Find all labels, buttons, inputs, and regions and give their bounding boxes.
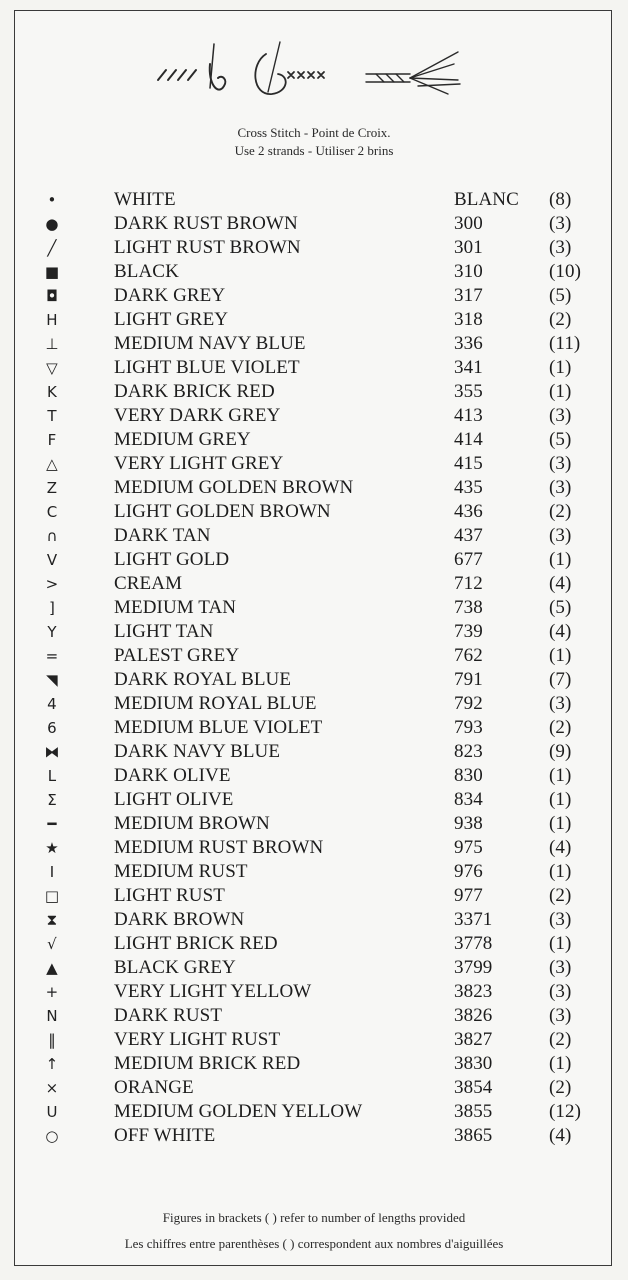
color-name: DARK RUST BROWN bbox=[114, 213, 298, 234]
square-corner-icon: ◘ bbox=[46, 287, 58, 305]
thread-code: 3830 bbox=[454, 1053, 493, 1074]
legend-row bbox=[0, 548, 628, 572]
thread-code: BLANC bbox=[454, 189, 519, 210]
letter-c-icon: C bbox=[46, 503, 58, 521]
thread-code: 437 bbox=[454, 525, 483, 546]
letter-v-icon: V bbox=[46, 551, 58, 569]
thread-code: 3823 bbox=[454, 981, 493, 1002]
thread-code: 712 bbox=[454, 573, 483, 594]
dash-icon: ━ bbox=[47, 815, 57, 833]
thread-code: 792 bbox=[454, 693, 483, 714]
color-name: VERY LIGHT RUST bbox=[114, 1029, 281, 1050]
color-name: LIGHT RUST BROWN bbox=[114, 237, 301, 258]
footer-note-french: Les chiffres entre parenthèses ( ) correspondent aux nombres d'aiguillées bbox=[124, 1236, 504, 1251]
thread-code: 823 bbox=[454, 741, 483, 762]
slash-icon: ╱ bbox=[47, 239, 57, 257]
color-name: CREAM bbox=[114, 573, 183, 594]
empty-circle-icon: ○ bbox=[45, 1127, 59, 1145]
sigma-icon: Σ bbox=[47, 791, 57, 809]
plus-icon: + bbox=[45, 983, 59, 1001]
cross-icon: × bbox=[45, 1079, 59, 1097]
thread-code: 791 bbox=[454, 669, 483, 690]
legend-row bbox=[0, 644, 628, 668]
filled-triangle-icon: ▲ bbox=[46, 959, 58, 977]
thread-code: 318 bbox=[454, 309, 483, 330]
legend-row bbox=[0, 932, 628, 956]
quantity: (3) bbox=[549, 237, 572, 258]
color-name: MEDIUM BRICK RED bbox=[114, 1053, 301, 1074]
arch-icon: ∩ bbox=[46, 527, 58, 545]
thread-code: 976 bbox=[454, 861, 483, 882]
thread-code: 413 bbox=[454, 405, 483, 426]
legend-row bbox=[0, 308, 628, 332]
quantity: (3) bbox=[549, 1005, 572, 1026]
star-icon: ★ bbox=[45, 839, 59, 857]
quantity: (4) bbox=[549, 1125, 572, 1146]
thread-code: 3855 bbox=[454, 1101, 493, 1122]
quantity: (1) bbox=[549, 813, 572, 834]
legend-row bbox=[0, 452, 628, 476]
legend-row bbox=[0, 1052, 628, 1076]
digit-six-icon: 6 bbox=[47, 719, 57, 737]
quantity: (5) bbox=[549, 285, 572, 306]
thread-code: 739 bbox=[454, 621, 483, 642]
legend-row bbox=[0, 380, 628, 404]
legend-row bbox=[0, 692, 628, 716]
legend-row bbox=[0, 668, 628, 692]
quantity: (2) bbox=[549, 885, 572, 906]
letter-k-icon: K bbox=[47, 383, 57, 401]
color-name: MEDIUM GREY bbox=[114, 429, 251, 450]
quantity: (1) bbox=[549, 645, 572, 666]
thread-code: 793 bbox=[454, 717, 483, 738]
letter-t-icon: T bbox=[47, 407, 57, 425]
quantity: (4) bbox=[549, 837, 572, 858]
quantity: (2) bbox=[549, 1077, 572, 1098]
letter-h-icon: H bbox=[46, 311, 58, 329]
thread-code: 3827 bbox=[454, 1029, 493, 1050]
legend-row bbox=[0, 404, 628, 428]
color-name: MEDIUM TAN bbox=[114, 597, 237, 618]
legend-row bbox=[0, 332, 628, 356]
backslash-icon: ◥ bbox=[46, 671, 58, 689]
legend-row bbox=[0, 476, 628, 500]
legend-row bbox=[0, 1076, 628, 1100]
thread-code: 3778 bbox=[454, 933, 493, 954]
quantity: (3) bbox=[549, 957, 572, 978]
empty-square-icon: □ bbox=[44, 887, 60, 905]
color-name: MEDIUM RUST bbox=[114, 861, 248, 882]
color-name: DARK RUST bbox=[114, 1005, 223, 1026]
quantity: (1) bbox=[549, 933, 572, 954]
thread-code: 341 bbox=[454, 357, 483, 378]
letter-n-icon: N bbox=[46, 1007, 58, 1025]
quantity: (3) bbox=[549, 981, 572, 1002]
color-name: OFF WHITE bbox=[114, 1125, 216, 1146]
legend-row bbox=[0, 284, 628, 308]
legend-row bbox=[0, 236, 628, 260]
color-name: LIGHT RUST bbox=[114, 885, 225, 906]
legend-row bbox=[0, 1004, 628, 1028]
color-name: VERY LIGHT YELLOW bbox=[114, 981, 312, 1002]
thread-code: 677 bbox=[454, 549, 483, 570]
instructions-line-2: Use 2 strands - Utiliser 2 brins bbox=[234, 143, 394, 158]
thread-code: 738 bbox=[454, 597, 483, 618]
color-name: LIGHT TAN bbox=[114, 621, 214, 642]
quantity: (2) bbox=[549, 501, 572, 522]
color-name: DARK OLIVE bbox=[114, 765, 231, 786]
quantity: (3) bbox=[549, 693, 572, 714]
legend-row bbox=[0, 956, 628, 980]
up-arrow-icon: ↑ bbox=[45, 1055, 59, 1073]
instructions bbox=[0, 124, 628, 160]
thread-code: 938 bbox=[454, 813, 483, 834]
up-triangle-icon: △ bbox=[46, 455, 58, 473]
color-name: LIGHT OLIVE bbox=[114, 789, 234, 810]
quantity: (10) bbox=[549, 261, 582, 282]
letter-y-icon: Y bbox=[47, 623, 57, 641]
quantity: (3) bbox=[549, 213, 572, 234]
quantity: (3) bbox=[549, 453, 572, 474]
legend-row bbox=[0, 428, 628, 452]
letter-u-icon: U bbox=[46, 1103, 58, 1121]
color-name: LIGHT BRICK RED bbox=[114, 933, 278, 954]
thread-code: 834 bbox=[454, 789, 483, 810]
quantity: (2) bbox=[549, 309, 572, 330]
legend-row bbox=[0, 1028, 628, 1052]
equals-icon: = bbox=[45, 647, 59, 665]
thread-code: 336 bbox=[454, 333, 483, 354]
quantity: (3) bbox=[549, 477, 572, 498]
color-name: DARK ROYAL BLUE bbox=[114, 669, 292, 690]
color-name: MEDIUM NAVY BLUE bbox=[114, 333, 306, 354]
thread-code: 830 bbox=[454, 765, 483, 786]
quantity: (1) bbox=[549, 549, 572, 570]
legend-row bbox=[0, 620, 628, 644]
quantity: (1) bbox=[549, 381, 572, 402]
color-name: LIGHT BLUE VIOLET bbox=[114, 357, 300, 378]
thread-code: 3826 bbox=[454, 1005, 493, 1026]
quantity: (1) bbox=[549, 357, 572, 378]
legend-row bbox=[0, 788, 628, 812]
color-name: MEDIUM GOLDEN YELLOW bbox=[114, 1101, 363, 1122]
thread-code: 975 bbox=[454, 837, 483, 858]
legend-row bbox=[0, 836, 628, 860]
legend-row bbox=[0, 884, 628, 908]
color-name: MEDIUM RUST BROWN bbox=[114, 837, 324, 858]
greater-than-icon: > bbox=[45, 575, 59, 593]
thread-code: 436 bbox=[454, 501, 483, 522]
up-tack-icon: ⊥ bbox=[45, 335, 59, 353]
quantity: (4) bbox=[549, 573, 572, 594]
quantity: (3) bbox=[549, 909, 572, 930]
thread-code: 415 bbox=[454, 453, 483, 474]
quantity: (9) bbox=[549, 741, 572, 762]
legend-row bbox=[0, 1100, 628, 1124]
letter-i-icon: I bbox=[49, 863, 55, 881]
digit-four-icon: 4 bbox=[47, 695, 57, 713]
thread-code: 310 bbox=[454, 261, 483, 282]
legend-row bbox=[0, 980, 628, 1004]
hourglass-icon: ⧗ bbox=[46, 911, 58, 929]
thread-code: 435 bbox=[454, 477, 483, 498]
quantity: (11) bbox=[549, 333, 581, 354]
legend-row bbox=[0, 500, 628, 524]
thread-code: 414 bbox=[454, 429, 483, 450]
legend-row bbox=[0, 908, 628, 932]
bowtie-icon: ⧓ bbox=[44, 743, 60, 761]
quantity: (2) bbox=[549, 717, 572, 738]
color-name: MEDIUM BLUE VIOLET bbox=[114, 717, 323, 738]
color-name: MEDIUM BROWN bbox=[114, 813, 270, 834]
color-name: DARK GREY bbox=[114, 285, 226, 306]
quantity: (3) bbox=[549, 525, 572, 546]
color-name: MEDIUM GOLDEN BROWN bbox=[114, 477, 354, 498]
letter-l-icon: L bbox=[47, 767, 57, 785]
thread-code: 3799 bbox=[454, 957, 493, 978]
thread-code: 3371 bbox=[454, 909, 493, 930]
thread-code: 301 bbox=[454, 237, 483, 258]
legend-row bbox=[0, 188, 628, 212]
filled-square-icon: ■ bbox=[44, 263, 60, 281]
quantity: (1) bbox=[549, 1053, 572, 1074]
quantity: (12) bbox=[549, 1101, 582, 1122]
thread-code: 355 bbox=[454, 381, 483, 402]
legend-row bbox=[0, 596, 628, 620]
color-name: VERY LIGHT GREY bbox=[114, 453, 284, 474]
legend-row bbox=[0, 260, 628, 284]
quantity: (5) bbox=[549, 429, 572, 450]
thread-legend-list bbox=[0, 188, 628, 1148]
color-name: ORANGE bbox=[114, 1077, 194, 1098]
legend-row bbox=[0, 524, 628, 548]
quantity: (7) bbox=[549, 669, 572, 690]
letter-f-icon: F bbox=[47, 431, 57, 449]
double-bar-icon: ‖ bbox=[48, 1031, 56, 1049]
thread-code: 3854 bbox=[454, 1077, 493, 1098]
color-name: DARK NAVY BLUE bbox=[114, 741, 281, 762]
check-icon: √ bbox=[47, 935, 57, 953]
color-name: BLACK GREY bbox=[114, 957, 236, 978]
quantity: (1) bbox=[549, 765, 572, 786]
quantity: (1) bbox=[549, 789, 572, 810]
legend-row bbox=[0, 764, 628, 788]
thread-code: 762 bbox=[454, 645, 483, 666]
quantity: (8) bbox=[549, 189, 572, 210]
legend-row bbox=[0, 860, 628, 884]
thread-code: 977 bbox=[454, 885, 483, 906]
color-name: DARK BROWN bbox=[114, 909, 245, 930]
filled-circle-icon: ● bbox=[45, 215, 59, 233]
color-name: DARK TAN bbox=[114, 525, 211, 546]
color-name: MEDIUM ROYAL BLUE bbox=[114, 693, 317, 714]
instructions-line-1: Cross Stitch - Point de Croix. bbox=[237, 125, 391, 140]
bracket-icon: ] bbox=[49, 599, 55, 617]
quantity: (3) bbox=[549, 405, 572, 426]
legend-row bbox=[0, 740, 628, 764]
color-name: PALEST GREY bbox=[114, 645, 240, 666]
legend-row bbox=[0, 356, 628, 380]
legend-row bbox=[0, 1124, 628, 1148]
legend-row bbox=[0, 572, 628, 596]
down-triangle-icon: ▽ bbox=[46, 359, 58, 377]
legend-row bbox=[0, 812, 628, 836]
thread-code: 300 bbox=[454, 213, 483, 234]
thread-code: 317 bbox=[454, 285, 483, 306]
cross-stitch-illustration bbox=[148, 34, 468, 114]
quantity: (4) bbox=[549, 621, 572, 642]
legend-row bbox=[0, 716, 628, 740]
letter-z-icon: Z bbox=[46, 479, 58, 497]
legend-row bbox=[0, 212, 628, 236]
thread-code: 3865 bbox=[454, 1125, 493, 1146]
color-name: LIGHT GREY bbox=[114, 309, 229, 330]
color-name: LIGHT GOLDEN BROWN bbox=[114, 501, 331, 522]
color-name: WHITE bbox=[114, 189, 176, 210]
quantity: (1) bbox=[549, 861, 572, 882]
quantity: (2) bbox=[549, 1029, 572, 1050]
color-name: LIGHT GOLD bbox=[114, 549, 230, 570]
dot-icon: • bbox=[47, 191, 57, 209]
color-name: BLACK bbox=[114, 261, 179, 282]
footer-note-english: Figures in brackets ( ) refer to number of lengths provided bbox=[162, 1210, 466, 1225]
color-name: VERY DARK GREY bbox=[114, 405, 281, 426]
quantity: (5) bbox=[549, 597, 572, 618]
color-name: DARK BRICK RED bbox=[114, 381, 275, 402]
